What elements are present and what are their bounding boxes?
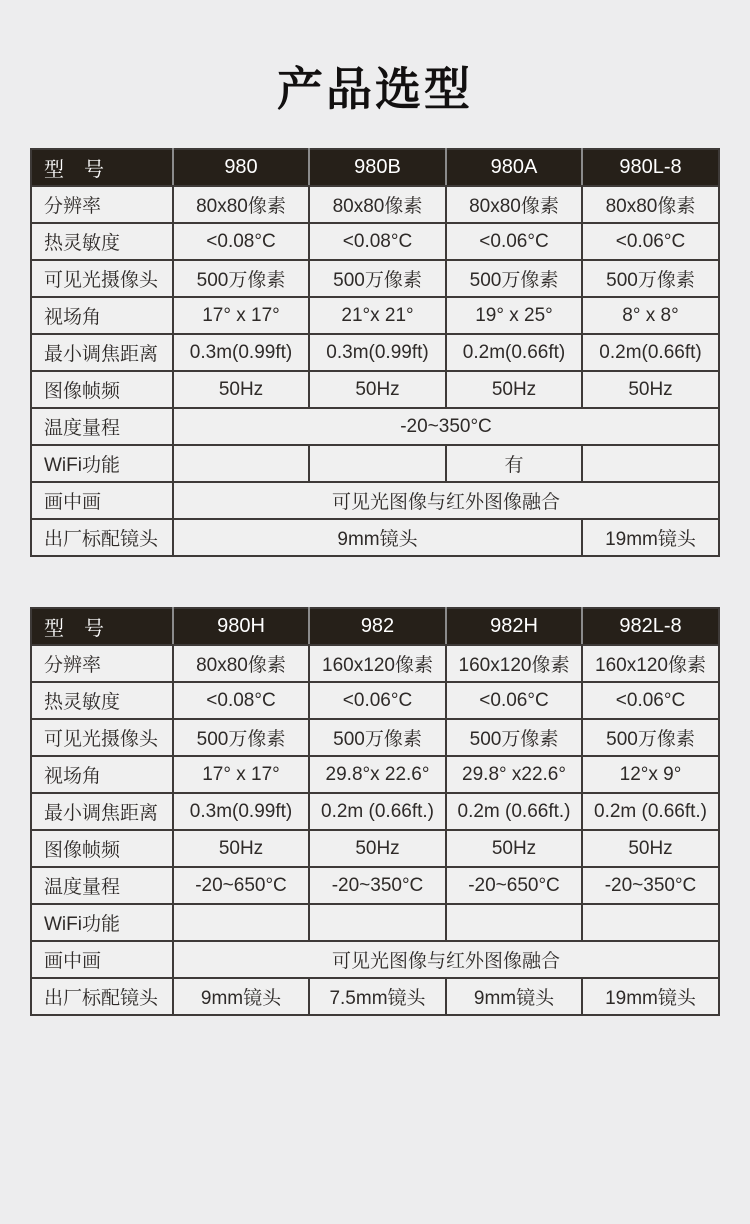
spec-value: 0.2m (0.66ft.) <box>309 793 446 830</box>
spec-value: <0.06°C <box>582 223 719 260</box>
spec-value: 500万像素 <box>173 260 309 297</box>
spec-label: 视场角 <box>31 756 173 793</box>
spec-value: 50Hz <box>446 371 582 408</box>
spec-label: 温度量程 <box>31 867 173 904</box>
spec-row <box>31 445 719 482</box>
spec-label: 可见光摄像头 <box>31 719 173 756</box>
spec-value: 8° x 8° <box>582 297 719 334</box>
spec-value: 19mm镜头 <box>582 519 719 556</box>
spec-row <box>31 334 719 371</box>
spec-value: 19mm镜头 <box>582 978 719 1015</box>
spec-value: <0.08°C <box>309 223 446 260</box>
model-header-label: 型 号 <box>31 149 173 186</box>
spec-value: <0.08°C <box>173 682 309 719</box>
spec-value: -20~650°C <box>173 867 309 904</box>
model-name-header: 980B <box>309 149 446 186</box>
spec-value: -20~350°C <box>582 867 719 904</box>
spec-value: 50Hz <box>309 830 446 867</box>
spec-row <box>31 371 719 408</box>
product-spec-table-982-series <box>30 607 720 1016</box>
spec-value: 500万像素 <box>309 260 446 297</box>
spec-value: 80x80像素 <box>309 186 446 223</box>
spec-value: 17° x 17° <box>173 756 309 793</box>
spec-row <box>31 904 719 941</box>
spec-value <box>173 445 309 482</box>
spec-value <box>309 445 446 482</box>
spec-value: 9mm镜头 <box>446 978 582 1015</box>
spec-value <box>446 904 582 941</box>
spec-value: 80x80像素 <box>173 186 309 223</box>
product-spec-table-980-series <box>30 148 720 557</box>
spec-value: 29.8° x22.6° <box>446 756 582 793</box>
spec-label: 热灵敏度 <box>31 223 173 260</box>
model-name-header: 980 <box>173 149 309 186</box>
spec-value: 0.2m(0.66ft) <box>582 334 719 371</box>
spec-value: 160x120像素 <box>309 645 446 682</box>
spec-value <box>309 904 446 941</box>
spec-row <box>31 719 719 756</box>
spec-label: 画中画 <box>31 482 173 519</box>
spec-value: 9mm镜头 <box>173 519 582 556</box>
spec-row <box>31 830 719 867</box>
header-row <box>31 608 719 645</box>
spec-label: 视场角 <box>31 297 173 334</box>
spec-value: 80x80像素 <box>446 186 582 223</box>
spec-row <box>31 867 719 904</box>
spec-value: 0.2m (0.66ft.) <box>582 793 719 830</box>
spec-row <box>31 793 719 830</box>
model-name-header: 980H <box>173 608 309 645</box>
header-row <box>31 149 719 186</box>
spec-value: 80x80像素 <box>173 645 309 682</box>
spec-label: 图像帧频 <box>31 371 173 408</box>
spec-value: 160x120像素 <box>446 645 582 682</box>
spec-value: 有 <box>446 445 582 482</box>
model-header-label: 型 号 <box>31 608 173 645</box>
model-name-header: 980A <box>446 149 582 186</box>
model-name-header: 982L-8 <box>582 608 719 645</box>
spec-label: 温度量程 <box>31 408 173 445</box>
spec-value <box>173 904 309 941</box>
spec-value: 50Hz <box>173 830 309 867</box>
spec-label: 最小调焦距离 <box>31 793 173 830</box>
spec-value: <0.06°C <box>446 223 582 260</box>
page-title: 产品选型 <box>277 63 473 115</box>
spec-value <box>582 904 719 941</box>
spec-row <box>31 186 719 223</box>
model-name-header: 982H <box>446 608 582 645</box>
spec-label: 分辨率 <box>31 645 173 682</box>
spec-value: <0.06°C <box>582 682 719 719</box>
spec-value: 0.3m(0.99ft) <box>173 334 309 371</box>
spec-value: 0.2m (0.66ft.) <box>446 793 582 830</box>
spec-value: 50Hz <box>173 371 309 408</box>
spec-value: 50Hz <box>582 371 719 408</box>
spec-value: 29.8°x 22.6° <box>309 756 446 793</box>
spec-value: <0.06°C <box>309 682 446 719</box>
spec-row <box>31 941 719 978</box>
spec-value: 可见光图像与红外图像融合 <box>173 941 719 978</box>
spec-row <box>31 519 719 556</box>
spec-value: 500万像素 <box>582 260 719 297</box>
spec-value: 可见光图像与红外图像融合 <box>173 482 719 519</box>
spec-value: <0.08°C <box>173 223 309 260</box>
spec-label: 热灵敏度 <box>31 682 173 719</box>
spec-value: 50Hz <box>446 830 582 867</box>
spec-value: 500万像素 <box>446 260 582 297</box>
spec-value: 19° x 25° <box>446 297 582 334</box>
spec-value: 9mm镜头 <box>173 978 309 1015</box>
spec-label: 图像帧频 <box>31 830 173 867</box>
spec-value: 80x80像素 <box>582 186 719 223</box>
spec-value: -20~350°C <box>173 408 719 445</box>
spec-label: 可见光摄像头 <box>31 260 173 297</box>
spec-row <box>31 260 719 297</box>
spec-value: 500万像素 <box>446 719 582 756</box>
spec-row <box>31 978 719 1015</box>
spec-label: WiFi功能 <box>31 445 173 482</box>
model-name-header: 982 <box>309 608 446 645</box>
spec-value: 500万像素 <box>173 719 309 756</box>
model-name-header: 980L-8 <box>582 149 719 186</box>
spec-label: WiFi功能 <box>31 904 173 941</box>
spec-label: 画中画 <box>31 941 173 978</box>
spec-value: 500万像素 <box>309 719 446 756</box>
spec-value: 500万像素 <box>582 719 719 756</box>
spec-value: 0.3m(0.99ft) <box>173 793 309 830</box>
spec-value: 21°x 21° <box>309 297 446 334</box>
spec-label: 出厂标配镜头 <box>31 519 173 556</box>
spec-value: 12°x 9° <box>582 756 719 793</box>
spec-label: 分辨率 <box>31 186 173 223</box>
spec-value: -20~650°C <box>446 867 582 904</box>
spec-label: 出厂标配镜头 <box>31 978 173 1015</box>
spec-value: -20~350°C <box>309 867 446 904</box>
spec-row <box>31 408 719 445</box>
spec-value: 7.5mm镜头 <box>309 978 446 1015</box>
spec-value: 0.2m(0.66ft) <box>446 334 582 371</box>
spec-row <box>31 482 719 519</box>
spec-value: 0.3m(0.99ft) <box>309 334 446 371</box>
spec-value: 50Hz <box>582 830 719 867</box>
spec-value: 50Hz <box>309 371 446 408</box>
spec-row <box>31 682 719 719</box>
spec-value: 17° x 17° <box>173 297 309 334</box>
spec-label: 最小调焦距离 <box>31 334 173 371</box>
spec-row <box>31 223 719 260</box>
spec-row <box>31 645 719 682</box>
product-selection-page <box>0 62 750 1016</box>
spec-value <box>582 445 719 482</box>
spec-row <box>31 756 719 793</box>
spec-value: <0.06°C <box>446 682 582 719</box>
spec-value: 160x120像素 <box>582 645 719 682</box>
spec-row <box>31 297 719 334</box>
